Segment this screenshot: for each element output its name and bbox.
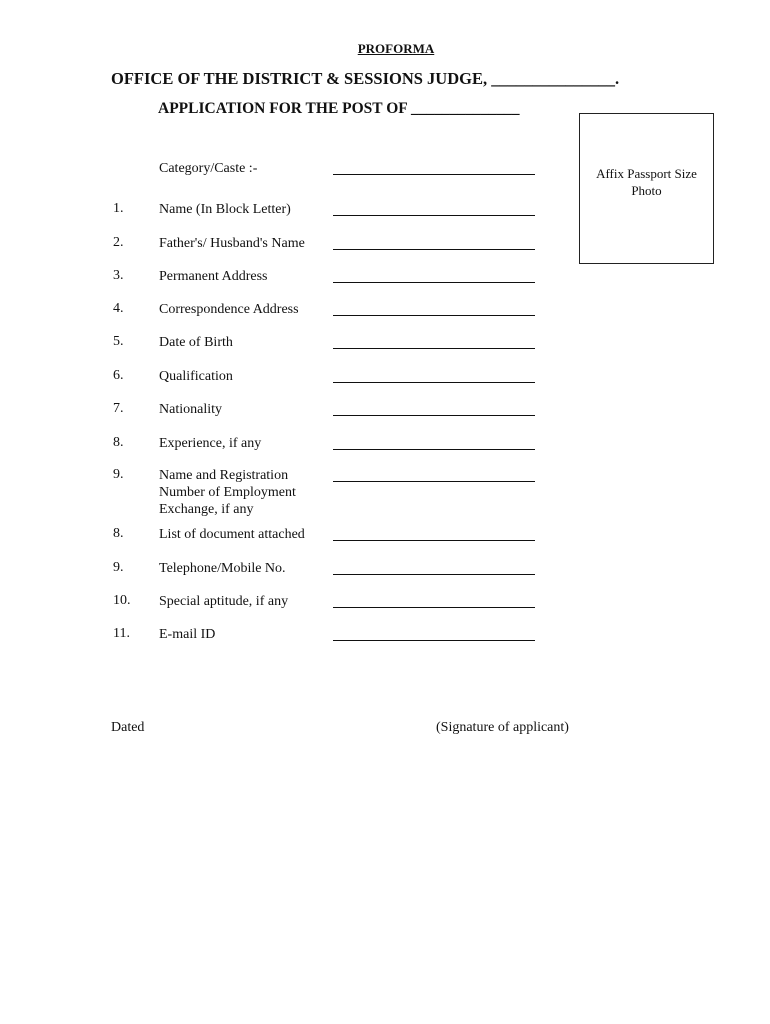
- field-number: 4.: [113, 301, 124, 316]
- field-blank-line[interactable]: [333, 449, 535, 450]
- field-number: 1.: [113, 201, 124, 216]
- field-date-of-birth: [0, 334, 770, 354]
- field-number: 2.: [113, 235, 124, 250]
- field-number: 9.: [113, 467, 124, 482]
- field-blank-line[interactable]: [333, 540, 535, 541]
- field-blank-line[interactable]: [333, 249, 535, 250]
- field-number: 8.: [113, 435, 124, 450]
- signature-label: (Signature of applicant): [436, 720, 569, 735]
- field-blank-line[interactable]: [333, 481, 535, 482]
- field-label: Father's/ Husband's Name: [159, 236, 305, 251]
- field-blank-line[interactable]: [333, 282, 535, 283]
- field-blank-line[interactable]: [333, 415, 535, 416]
- field-blank-line[interactable]: [333, 315, 535, 316]
- field-number: 9.: [113, 560, 124, 575]
- field-number: 7.: [113, 401, 124, 416]
- field-number: 10.: [113, 593, 131, 608]
- field-label: List of document attached: [159, 527, 305, 542]
- field-label: Telephone/Mobile No.: [159, 561, 286, 576]
- field-label: Experience, if any: [159, 436, 262, 451]
- field-name: [0, 201, 770, 221]
- field-correspondence-address: [0, 301, 770, 321]
- field-label-line2: Number of Employment: [159, 485, 296, 500]
- office-heading: OFFICE OF THE DISTRICT & SESSIONS JUDGE, _______________.: [111, 69, 620, 88]
- field-number: 3.: [113, 268, 124, 283]
- field-qualification: [0, 368, 770, 388]
- post-heading: APPLICATION FOR THE POST OF ______________: [158, 100, 520, 117]
- form-title: PROFORMA: [357, 41, 435, 56]
- field-label: Qualification: [159, 369, 233, 384]
- field-blank-line[interactable]: [333, 348, 535, 349]
- field-number: 5.: [113, 334, 124, 349]
- field-special-aptitude: [0, 593, 770, 613]
- field-label: Category/Caste :-: [159, 161, 258, 176]
- field-number: 6.: [113, 368, 124, 383]
- field-label: E-mail ID: [159, 627, 216, 642]
- dated-label: Dated: [111, 720, 145, 735]
- field-label: [159, 467, 331, 518]
- field-label: Permanent Address: [159, 269, 268, 284]
- field-experience: [0, 435, 770, 455]
- field-blank-line[interactable]: [333, 640, 535, 641]
- field-employment-exchange: [0, 467, 770, 517]
- field-documents-attached: [0, 526, 770, 546]
- field-blank-line[interactable]: [333, 382, 535, 383]
- field-label: Name (In Block Letter): [159, 202, 291, 217]
- photo-box-label-line1: Affix Passport Size: [596, 166, 697, 181]
- field-label-line1: Name and Registration: [159, 468, 289, 483]
- field-nationality: [0, 401, 770, 421]
- field-number: 11.: [113, 626, 130, 641]
- field-number: 8.: [113, 526, 124, 541]
- field-email: [0, 626, 770, 646]
- photo-box-label-line2: Photo: [631, 183, 662, 198]
- field-blank-line[interactable]: [333, 174, 535, 175]
- field-permanent-address: [0, 268, 770, 288]
- field-blank-line[interactable]: [333, 607, 535, 608]
- field-blank-line[interactable]: [333, 574, 535, 575]
- field-label: Special aptitude, if any: [159, 594, 289, 609]
- field-label: Correspondence Address: [159, 302, 299, 317]
- field-label-line3: Exchange, if any: [159, 502, 254, 517]
- field-category: [0, 160, 770, 180]
- field-telephone: [0, 560, 770, 580]
- field-father-husband-name: [0, 235, 770, 255]
- field-label: Date of Birth: [159, 335, 233, 350]
- field-label: Nationality: [159, 402, 222, 417]
- field-blank-line[interactable]: [333, 215, 535, 216]
